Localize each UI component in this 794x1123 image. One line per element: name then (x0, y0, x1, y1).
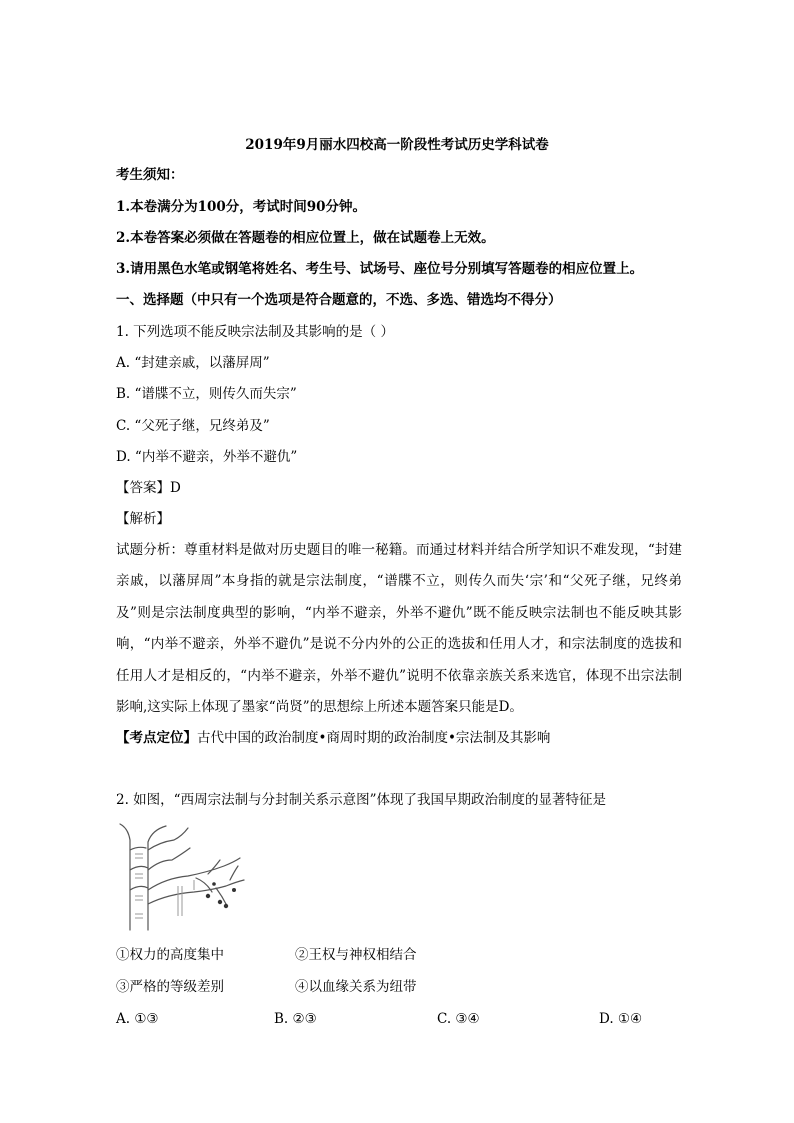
question-2-option-b: B. ②③ (274, 1011, 317, 1027)
question-2-option-a: A. ①③ (116, 1011, 159, 1027)
question-1-stem: 1. 下列选项不能反映宗法制及其影响的是（ ） (116, 324, 394, 340)
kaodian-label: 【考点定位】 (116, 730, 197, 746)
notice-item-3: 3.请用黑色水笔或钢笔将姓名、考生号、试场号、座位号分别填写答题卷的相应位置上。 (116, 261, 644, 277)
question-1-option-c: C. “父死子继，兄终弟及” (116, 418, 270, 434)
question-1-analysis-label: 【解析】 (116, 511, 170, 527)
notice-item-1: 1.本卷满分为100分，考试时间90分钟。 (116, 199, 367, 215)
tree-diagram-figure (116, 820, 248, 932)
question-1-option-a: A. “封建亲戚，以藩屏周” (116, 355, 270, 371)
exam-title: 2019年9月丽水四校高一阶段性考试历史学科试卷 (245, 137, 549, 153)
question-2-stem: 2. 如图，“西周宗法制与分封制关系示意图”体现了我国早期政治制度的显著特征是 (116, 792, 606, 808)
question-2-option-d: D. ①④ (599, 1011, 643, 1027)
statement-3: ③严格的等级差别 (116, 979, 224, 995)
question-1-option-d: D. “内举不避亲，外举不避仇” (116, 449, 298, 465)
kaodian-text: 古代中国的政治制度•商周时期的政治制度•宗法制及其影响 (197, 730, 551, 746)
question-1-answer: 【答案】D (116, 480, 181, 496)
question-1-analysis: 试题分析：尊重材料是做对历史题目的唯一秘籍。而通过材料并结合所学知识不难发现，“封建亲戚，以藩屏周”本身指的就是宗法制度，“谱牒不立，则传久而失‘宗’和“父死子继，兄终弟及”则是宗法制度典型的影响，“内举不避亲，外举不避仇”既不能反映宗法制也不能反映其影响，“内举不避亲，外举不避仇”是说不分内外的公正的选拔和任用人才，和宗法制度的选拔和任用人才是相反的，“内举不避亲，外举不避仇”说明不依靠亲族关系来选官，体现不出宗法制影响,这实际上体现了墨家“尚贤”的思想综上所述本题答案只能是D。 (116, 542, 682, 716)
question-1-option-b: B. “谱牒不立，则传久而失宗” (116, 386, 297, 402)
statement-1: ①权力的高度集中 (116, 947, 224, 963)
section-heading: 一、选择题（中只有一个选项是符合题意的，不选、多选、错选均不得分） (116, 292, 562, 308)
question-1-kaodian (116, 729, 550, 747)
notice-heading: 考生须知： (116, 167, 184, 183)
statement-2: ②王权与神权相结合 (295, 947, 417, 963)
statement-4: ④以血缘关系为纽带 (295, 979, 417, 995)
notice-item-2: 2.本卷答案必须做在答题卷的相应位置上，做在试题卷上无效。 (116, 230, 495, 246)
question-2-option-c: C. ③④ (437, 1011, 480, 1027)
